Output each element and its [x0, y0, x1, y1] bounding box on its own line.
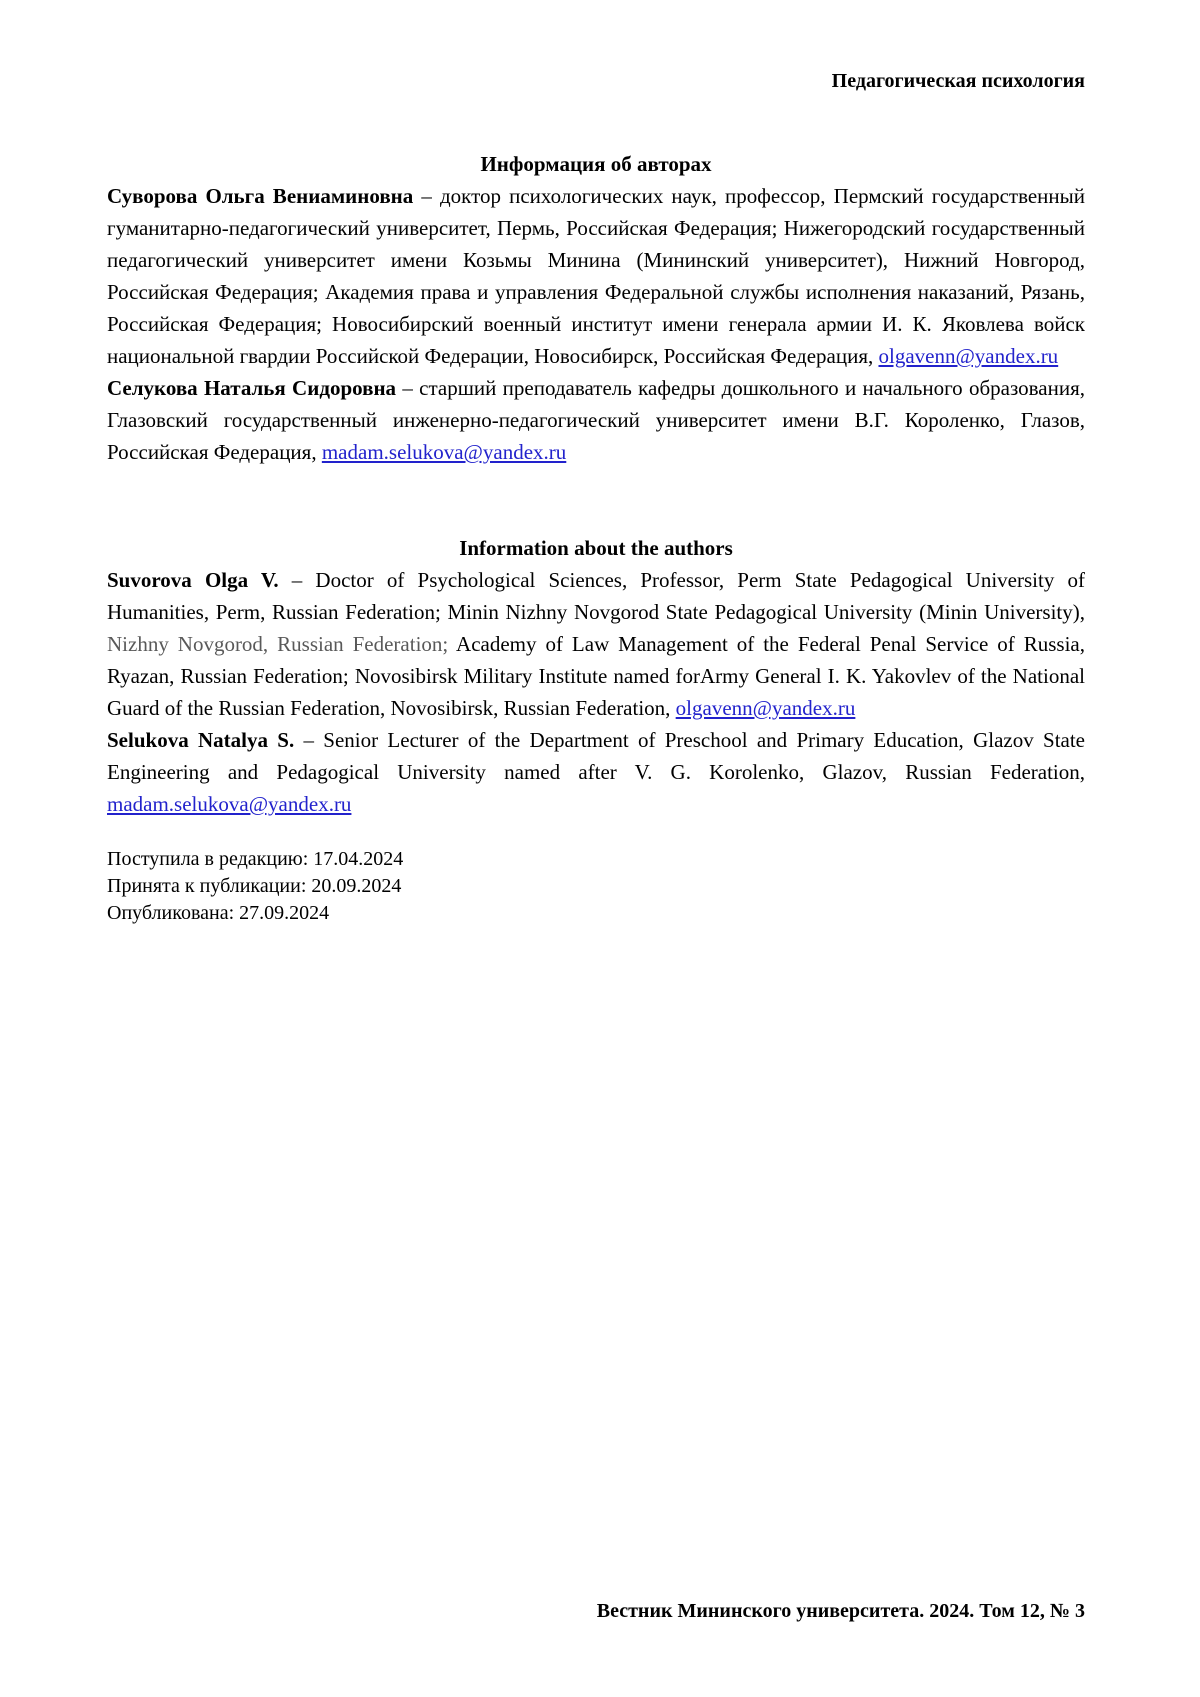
ru-authors-heading: Информация об авторах	[480, 152, 712, 176]
en-author-2-separator: –	[294, 728, 324, 752]
article-dates-block	[107, 846, 1085, 927]
en-author-2-name: Selukova Natalya S.	[107, 728, 295, 752]
ru-author-paragraph-2	[107, 372, 1085, 468]
en-authors-heading: Information about the authors	[459, 536, 733, 560]
ru-author-1-name: Суворова Ольга Вениаминовна	[107, 184, 414, 208]
en-author-2-email-link[interactable]: madam.selukova@yandex.ru	[107, 792, 352, 816]
ru-author-paragraph-1	[107, 180, 1085, 372]
ru-author-1-description: доктор психологических наук, профессор, Пермский государственный гуманитарно-педагогический университет, Пермь, Российская Федерация; Нижегородский государственный педагогический университет имени Козьмы Минина (Мининский университет), Нижний Новгород, Российская Федерация; Академия права и управления Федеральной службы исполнения наказаний, Рязань, Российская Федерация; Новосибирский военный институт имени генерала армии И. К. Яковлева войск национальной гвардии Российской Федерации, Новосибирск, Российская Федерация,	[107, 184, 1086, 368]
ru-author-2-description: старший преподаватель кафедры дошкольного и начального образования, Глазовский государственный инженерно-педагогический университет имени В.Г. Короленко, Глазов, Российская Федерация,	[107, 376, 1085, 464]
en-author-1-description-part1: Doctor of Psychological Sciences, Professor, Perm State Pedagogical University of Humanities, Perm, Russian Federation; Minin Nizhny Novgorod State Pedagogical University (Minin University),	[107, 568, 1085, 624]
running-footer-journal-label: Вестник Мининского университета. 2024. Том 12, № 3	[596, 1600, 1085, 1622]
en-author-2-description: Senior Lecturer of the Department of Preschool and Primary Education, Glazov State Engineering and Pedagogical University named after V. G. Korolenko, Glazov, Russian Federation,	[107, 728, 1086, 784]
en-author-1-muted-fragment: Nizhny Novgorod, Russian Federation;	[107, 632, 449, 656]
date-accepted: Принята к публикации: 20.09.2024	[107, 875, 402, 897]
ru-author-1-separator: –	[413, 184, 440, 208]
date-received: Поступила в редакцию: 17.04.2024	[107, 848, 404, 870]
en-author-paragraph-2	[107, 724, 1085, 820]
en-author-1-separator: –	[278, 568, 316, 592]
ru-author-2-separator: –	[396, 376, 420, 400]
en-author-1-description-part2: Academy of Law Management of the Federal Penal Service of Russia, Ryazan, Russian Federation; Novosibirsk Military Institute named forArmy General I. K. Yakovlev of the National Guard of the Russian Federation, Novosibirsk, Russian Federation,	[107, 632, 1085, 720]
ru-author-1-email-link[interactable]: olgavenn@yandex.ru	[878, 344, 1059, 368]
date-published: Опубликована: 27.09.2024	[107, 902, 330, 924]
ru-author-2-email-link[interactable]: madam.selukova@yandex.ru	[321, 440, 567, 464]
en-author-1-email-link[interactable]: olgavenn@yandex.ru	[675, 696, 856, 720]
running-header-section-label: Педагогическая психология	[831, 70, 1085, 92]
page-content	[107, 0, 1085, 927]
ru-author-2-name: Селукова Наталья Сидоровна	[107, 376, 397, 400]
en-author-1-name: Suvorova Olga V.	[107, 568, 279, 592]
en-author-paragraph-1	[107, 564, 1085, 724]
